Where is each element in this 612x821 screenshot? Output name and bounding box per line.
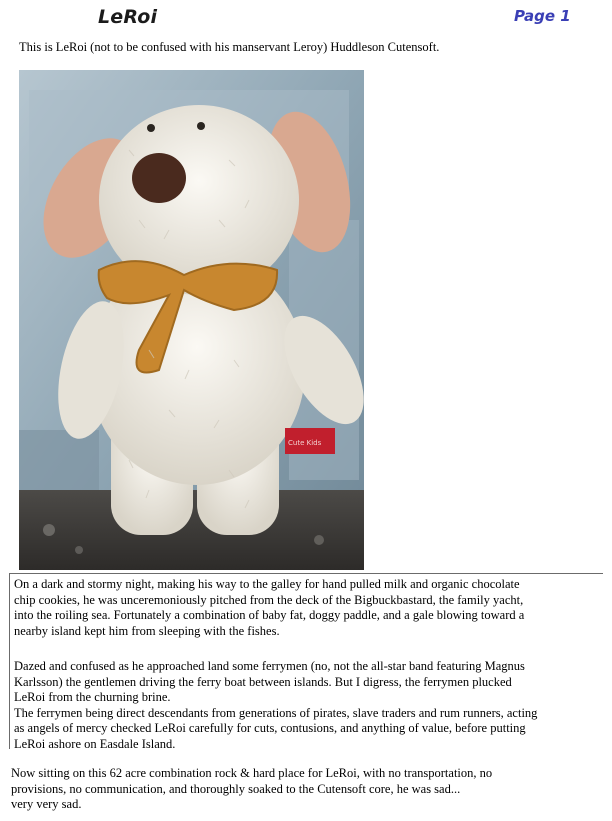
plush-tag-text: Cute Kids bbox=[288, 439, 322, 447]
story-paragraph-2 bbox=[14, 659, 599, 690]
plush-dog-photo bbox=[19, 70, 364, 570]
story-line: provisions, no communication, and thoroughly soaked to the Cutensoft core, he was sad... bbox=[11, 781, 461, 796]
intro-caption: This is LeRoi (not to be confused with his manservant Leroy) Huddleson Cutensoft. bbox=[19, 40, 440, 54]
story-line: very very sad. bbox=[11, 797, 82, 812]
story-paragraph-3 bbox=[14, 690, 599, 752]
story-line: chip cookies, he was unceremoniously pitched from the deck of the Bigbuckbastard, the family yacht, bbox=[14, 592, 524, 607]
story-line: On a dark and stormy night, making his way to the galley for hand pulled milk and organic chocolate bbox=[14, 577, 520, 591]
story-line: Karlsson) the gentlemen driving the ferry boat between islands. But I digress, the ferrymen plucked bbox=[14, 674, 512, 689]
story-line: LeRoi ashore on Easdale Island. bbox=[14, 736, 176, 751]
plush-right-eye bbox=[197, 122, 205, 130]
story-line: as angels of mercy checked LeRoi carefully for cuts, contusions, and anything of value, before putting bbox=[14, 721, 526, 736]
page-title: LeRoi bbox=[98, 6, 158, 28]
plush-left-eye bbox=[147, 124, 155, 132]
story-paragraph-1 bbox=[14, 577, 599, 639]
story-line: The ferrymen being direct descendants from generations of pirates, slave traders and rum runners, acting bbox=[14, 705, 538, 720]
story-line: Now sitting on this 62 acre combination rock & hard place for LeRoi, with no transportation, no bbox=[11, 766, 493, 780]
story-line: into the roiling sea. Fortunately a combination of baby fat, doggy paddle, and a gale blowing toward a bbox=[14, 608, 525, 623]
story-line: LeRoi from the churning brine. bbox=[14, 690, 171, 704]
story-line: nearby island kept him from sleeping with the fishes. bbox=[14, 623, 280, 638]
story-line: Dazed and confused as he approached land some ferrymen (no, not the all-star band featuring Magnus bbox=[14, 659, 525, 673]
story-paragraph-4 bbox=[11, 766, 601, 813]
page-number: Page 1 bbox=[514, 7, 571, 25]
plush-nose bbox=[132, 153, 186, 203]
